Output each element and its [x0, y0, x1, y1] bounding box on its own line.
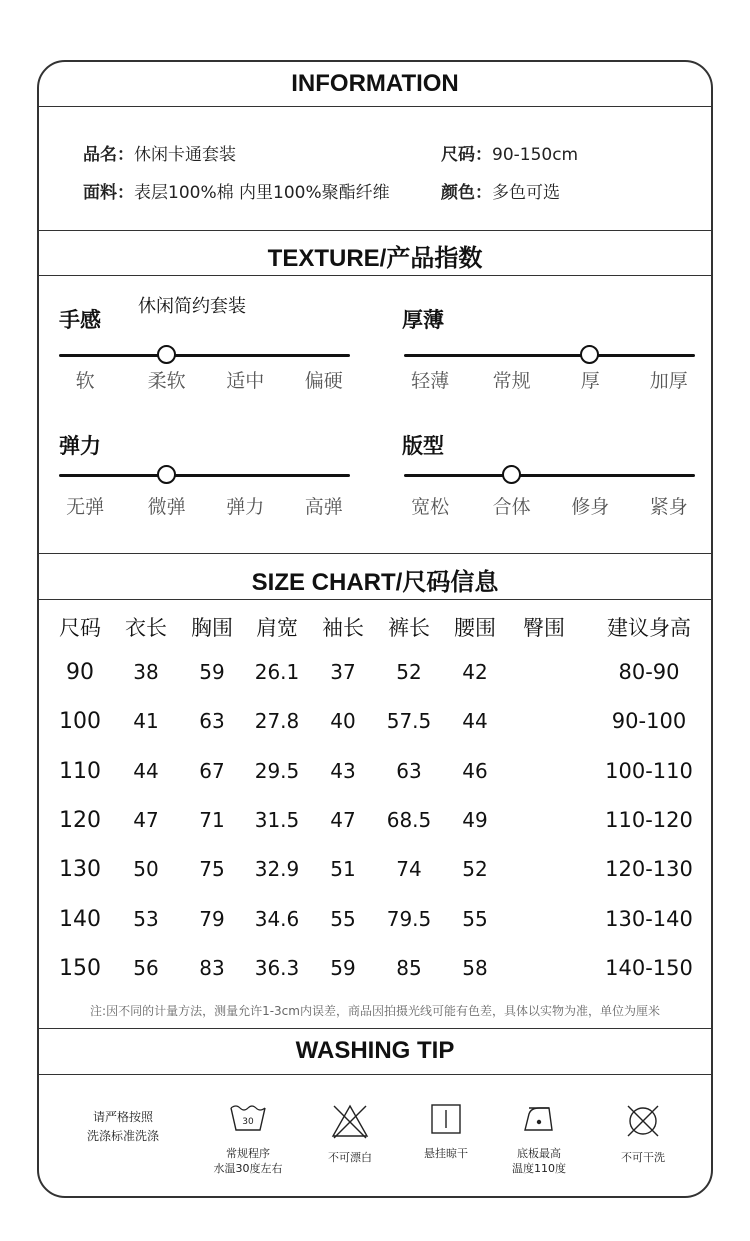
- size-table-cell: 36.3: [254, 955, 300, 980]
- hand-feel-slider-knob: [157, 345, 176, 364]
- size-table-cell: 67: [199, 758, 225, 783]
- size-table-header: 衣长: [125, 616, 167, 640]
- size-table-cell: 110: [59, 758, 101, 784]
- size-table-header: 袖长: [322, 616, 364, 640]
- info-size-label: 尺码：: [441, 145, 492, 165]
- thickness-label: 常规: [492, 370, 531, 392]
- size-table-cell: 130-140: [605, 906, 693, 931]
- info-size: [441, 140, 578, 165]
- washing-item: [588, 1102, 698, 1165]
- size-table-cell: 140-150: [605, 955, 693, 980]
- washing-label-line1: 悬挂晾干: [424, 1147, 468, 1160]
- no-dry-clean-icon: [588, 1102, 698, 1144]
- size-table-cell: 150: [59, 955, 101, 981]
- washing-label: [193, 1146, 303, 1176]
- divider: [39, 1074, 711, 1075]
- size-table-header: 腰围: [454, 616, 496, 640]
- size-table-cell: 43: [330, 758, 356, 783]
- size-table-cell: 26.1: [254, 660, 300, 684]
- washing-label-line1: 不可干洗: [621, 1151, 665, 1164]
- info-color-label: 颜色：: [441, 183, 492, 203]
- washing-intro-line2: 洗涤标准洗涤: [86, 1129, 159, 1143]
- size-table-cell: 100: [59, 709, 101, 735]
- size-table-header: 肩宽: [256, 616, 298, 640]
- size-table-cell: 37: [330, 660, 356, 684]
- size-table-cell: 53: [133, 906, 159, 931]
- size-table-cell: 57.5: [386, 709, 432, 734]
- size-chart-heading: SIZE CHART/尺码信息: [251, 569, 499, 596]
- hand-feel-label: 适中: [226, 370, 265, 392]
- size-table-cell: 44: [133, 758, 159, 783]
- information-heading: INFORMATION: [291, 70, 459, 97]
- elasticity-slider-knob: [157, 465, 176, 484]
- hand-feel-slider-track: [59, 354, 350, 357]
- size-table-cell: 74: [396, 857, 422, 882]
- elasticity-label: 无弹: [66, 496, 105, 518]
- divider: [39, 1028, 711, 1029]
- info-fabric-value: 表层100%棉 内里100%聚酯纤维: [134, 183, 390, 203]
- washing-label-line1: 不可漂白: [328, 1151, 372, 1164]
- hand-feel-label: 偏硬: [304, 370, 343, 392]
- size-table-cell: 130: [59, 857, 101, 883]
- size-table-cell: 63: [396, 758, 422, 783]
- thickness-label: 厚: [580, 370, 600, 392]
- size-table-cell: 49: [462, 807, 488, 832]
- info-size-value: 90-150cm: [492, 145, 579, 165]
- size-table-cell: 71: [199, 807, 225, 832]
- size-table-cell: 46: [462, 758, 488, 783]
- size-table-cell: 55: [462, 906, 488, 931]
- size-table-cell: 41: [133, 709, 159, 734]
- info-name-label: 品名：: [83, 145, 134, 165]
- size-table-cell: 63: [199, 709, 225, 734]
- fit-label: 合体: [492, 496, 531, 518]
- thickness-slider-knob: [580, 345, 599, 364]
- elasticity-slider-track: [59, 474, 350, 477]
- size-table-cell: 59: [199, 660, 225, 684]
- washing-label-line1: 底板最高: [517, 1147, 561, 1160]
- size-table-cell: 52: [396, 660, 422, 684]
- washing-label: [484, 1146, 594, 1176]
- washing-heading: WASHING TIP: [295, 1037, 455, 1064]
- size-note: 注:因不同的计量方法，测量允许1-3cm内误差，商品因拍摄光线可能有色差，具体以实物为准，单位为厘米: [90, 1004, 660, 1018]
- info-name: [83, 140, 236, 165]
- size-table-cell: 68.5: [386, 807, 432, 832]
- size-table-cell: 32.9: [254, 857, 300, 882]
- thickness-slider-track: [404, 354, 695, 357]
- divider: [39, 106, 711, 107]
- fit-label: 紧身: [649, 496, 688, 518]
- thickness-label: 轻薄: [411, 370, 450, 392]
- size-table-cell: 52: [462, 857, 488, 882]
- size-table-cell: 80-90: [618, 660, 680, 684]
- washing-item: [295, 1102, 405, 1165]
- size-table-cell: 79.5: [386, 906, 432, 931]
- texture-note: 休闲简约套装: [138, 296, 246, 317]
- washing-item: [484, 1102, 594, 1176]
- size-table-cell: 79: [199, 906, 225, 931]
- size-table-cell: 56: [133, 955, 159, 980]
- size-table-cell: 42: [462, 660, 488, 684]
- divider: [39, 230, 711, 231]
- hand-feel-title: 手感: [59, 308, 101, 332]
- fit-label: 宽松: [411, 496, 450, 518]
- size-table-header: 胸围: [191, 616, 233, 640]
- size-table-cell: 120: [59, 807, 101, 833]
- thickness-title: 厚薄: [402, 308, 444, 332]
- size-table-cell: 31.5: [254, 807, 300, 832]
- info-color-value: 多色可选: [492, 183, 560, 203]
- washing-label-line2: 温度110度: [512, 1162, 566, 1175]
- size-table-cell: 40: [330, 709, 356, 734]
- size-table-cell: 55: [330, 906, 356, 931]
- elasticity-label: 弹力: [226, 496, 265, 518]
- divider: [39, 275, 711, 276]
- elasticity-label: 微弹: [147, 496, 186, 518]
- info-fabric-label: 面料：: [83, 183, 134, 203]
- size-table-cell: 58: [462, 955, 488, 980]
- thickness-label: 加厚: [649, 370, 688, 392]
- size-table-header: 尺码: [59, 616, 101, 640]
- info-fabric: [83, 178, 390, 203]
- size-table-cell: 120-130: [605, 857, 693, 882]
- divider: [39, 553, 711, 554]
- size-table-cell: 110-120: [605, 807, 693, 832]
- no-bleach-icon: [295, 1102, 405, 1144]
- washing-label-line2: 水温30度左右: [213, 1162, 283, 1175]
- size-table-cell: 50: [133, 857, 159, 882]
- texture-heading: TEXTURE/产品指数: [267, 245, 483, 272]
- hand-feel-label: 软: [75, 370, 95, 392]
- washing-intro: [63, 1108, 183, 1146]
- size-table-cell: 44: [462, 709, 488, 734]
- elasticity-title: 弹力: [59, 434, 101, 458]
- wash-30-icon: [193, 1102, 303, 1140]
- size-table-header: 臀围: [523, 616, 565, 640]
- washing-label-line1: 常规程序: [226, 1147, 270, 1160]
- product-info-card: [37, 60, 713, 1198]
- washing-intro-line1: 请严格按照: [92, 1110, 153, 1124]
- washing-label: [295, 1150, 405, 1165]
- size-table-cell: 100-110: [605, 758, 693, 783]
- size-table-cell: 75: [199, 857, 225, 882]
- washing-label: [588, 1150, 698, 1165]
- elasticity-label: 高弹: [304, 496, 343, 518]
- size-table-cell: 59: [330, 955, 356, 980]
- size-table-cell: 90: [66, 660, 94, 685]
- size-table-cell: 34.6: [254, 906, 300, 931]
- size-table-header: 建议身高: [607, 616, 691, 640]
- hand-feel-label: 柔软: [147, 370, 186, 392]
- size-table-cell: 85: [396, 955, 422, 980]
- size-table-cell: 47: [330, 807, 356, 832]
- info-name-value: 休闲卡通套装: [134, 145, 236, 165]
- info-color: [441, 178, 560, 203]
- size-table-cell: 90-100: [611, 709, 687, 734]
- fit-slider-knob: [502, 465, 521, 484]
- svg-text:30: 30: [242, 1117, 254, 1127]
- size-table-header: 裤长: [388, 616, 430, 640]
- size-table-cell: 140: [59, 906, 101, 932]
- iron-icon: [484, 1102, 594, 1140]
- size-table-cell: 51: [330, 857, 356, 882]
- size-table-cell: 38: [133, 660, 159, 684]
- fit-title: 版型: [402, 434, 444, 458]
- fit-slider-track: [404, 474, 695, 477]
- size-table-cell: 29.5: [254, 758, 300, 783]
- size-table-cell: 27.8: [254, 709, 300, 734]
- fit-label: 修身: [571, 496, 610, 518]
- size-table-cell: 83: [199, 955, 225, 980]
- size-table-cell: 47: [133, 807, 159, 832]
- washing-item: [193, 1102, 303, 1176]
- divider: [39, 599, 711, 600]
